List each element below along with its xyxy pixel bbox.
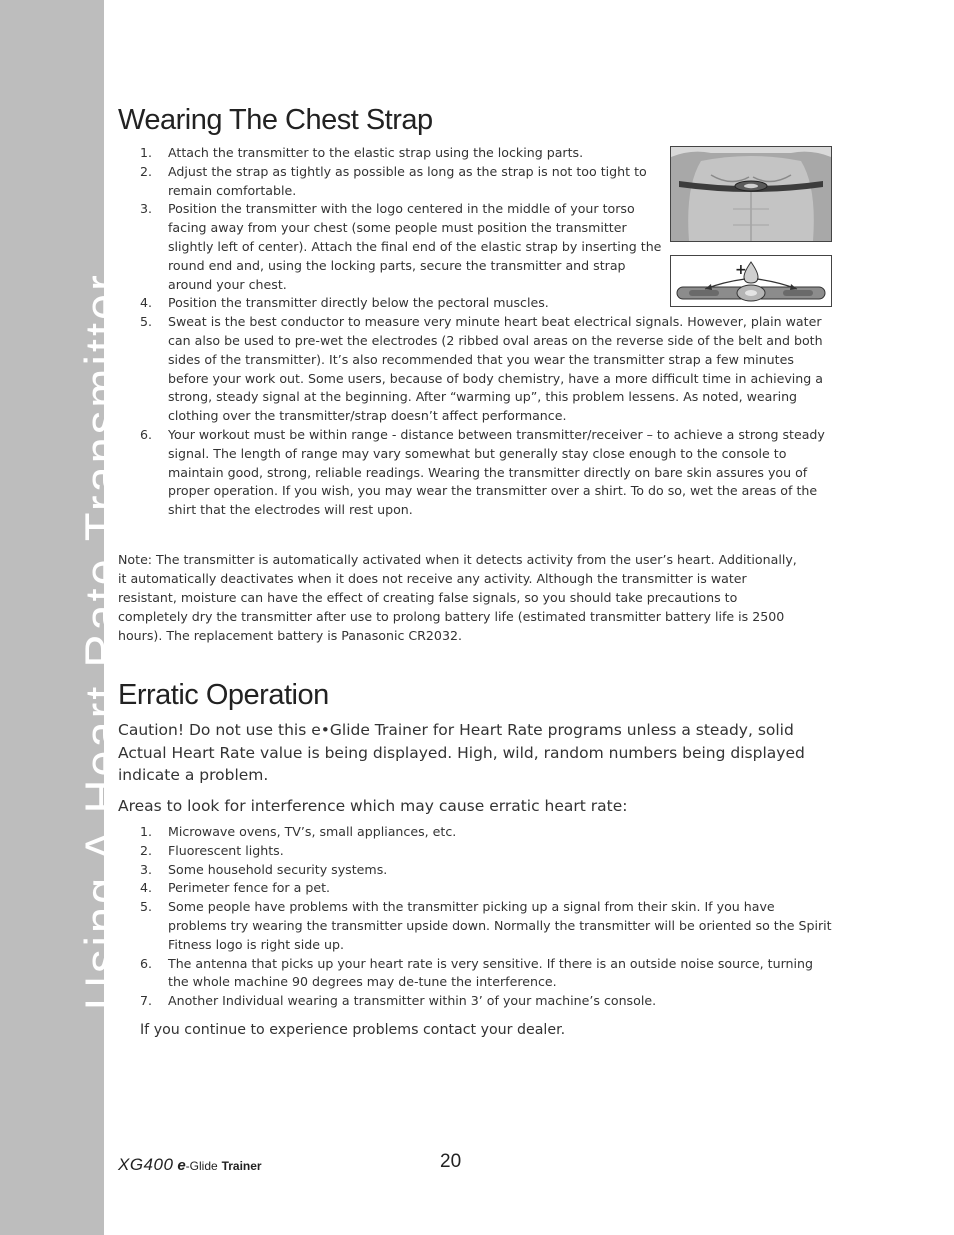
list-item — [118, 426, 834, 520]
item-number: 3. — [140, 201, 153, 217]
caution-paragraph: Caution! Do not use this e•Glide Trainer for Heart Rate programs unless a steady, solid Actual Heart Rate value is being displayed. High, wild, random numbers being displayed indicate a problem. — [118, 721, 805, 784]
torso-illustration — [671, 147, 831, 241]
areas-intro: Areas to look for interference which may cause erratic heart rate: — [118, 797, 628, 815]
item-number: 3. — [140, 861, 153, 877]
plus-symbol: + — [735, 262, 747, 278]
footer-product-name — [118, 1155, 262, 1175]
strap-electrodes-image — [670, 255, 832, 307]
item-number: 4. — [140, 295, 153, 311]
footer-brand-glide: -Glide — [185, 1159, 218, 1173]
chest-strap-torso-image — [670, 146, 832, 242]
list-item — [118, 163, 668, 201]
item-number: 6. — [140, 426, 153, 442]
item-number: 6. — [140, 955, 153, 971]
footer-brand-trainer: Trainer — [221, 1159, 262, 1173]
interference-list — [118, 823, 834, 1011]
item-text: Sweat is the best conductor to measure very minute heart beat electrical signals. However, plain water can also be used to pre-wet the electrodes (2 ribbed oval areas on the reverse side of the belt and both sides of the transmitter). It’s also recommended that you wear the transmitter strap a few minutes before your work out. Some users, because of body chemistry, have a more difficult time in achieving a strong, steady signal at the beginning. After “warming up”, this problem lessens. As noted, wearing clothing over the transmitter/strap doesn’t affect performance. — [168, 314, 823, 424]
section-title-wearing: Wearing The Chest Strap — [118, 104, 433, 136]
item-text: Perimeter fence for a pet. — [168, 880, 331, 896]
item-text: Attach the transmitter to the elastic strap using the locking parts. — [168, 145, 584, 160]
item-text: Position the transmitter with the logo centered in the middle of your torso facing away from your chest (some people must position the transmitter slightly left of center). Attach the final end of the elastic strap by inserting the round end and, using the locking parts, secure the transmitter and strap around your chest. — [168, 201, 662, 292]
item-text: Your workout must be within range - distance between transmitter/receiver – to achieve a strong steady signal. The length of range may vary somewhat but generally stay close enough to the console to maintain good, strong, reliable readings. Wearing the transmitter directly on bare skin assures you of proper operation. If you wish, you may wear the transmitter over a shirt. To do so, wet the areas of the shirt that the electrodes will rest upon. — [168, 426, 825, 518]
item-number: 1. — [140, 824, 153, 839]
list-item — [118, 992, 834, 1011]
item-text: The antenna that picks up your heart rate is very sensitive. If there is an outside noise source, turning the whole machine 90 degrees may de-tune the interference. — [168, 955, 814, 990]
item-number: 2. — [140, 842, 153, 858]
list-item — [118, 861, 834, 880]
item-text: Position the transmitter directly below the pectoral muscles. — [168, 295, 549, 311]
item-number: 2. — [140, 163, 153, 179]
item-number: 4. — [140, 880, 153, 896]
list-item — [118, 898, 834, 954]
note-paragraph: Note: The transmitter is automatically activated when it detects activity from the user’s heart. Additionally, it automatically deactivates when it does not receive any activity. Although the transmitter is water resistant, moisture can have the effect of creating false signals, so you should take precautions to completely dry the transmitter after use to prolong battery life (estimated transmitter battery life is 2500 hours). The replacement battery is Panasonic CR2032. — [118, 552, 797, 643]
section-title-erratic: Erratic Operation — [118, 679, 329, 711]
contact-dealer-text: If you continue to experience problems contact your dealer. — [140, 1022, 566, 1038]
strap-illustration — [671, 256, 831, 306]
list-item — [118, 823, 834, 842]
item-text: Some people have problems with the transmitter picking up a signal from their skin. If you have problems try wearing the transmitter upside down. Normally the transmitter will be oriented so the Spirit Fitness logo is right side up. — [168, 899, 832, 952]
list-item — [118, 955, 834, 993]
item-text: Microwave ovens, TV’s, small appliances, etc. — [168, 824, 457, 839]
item-number: 7. — [140, 993, 153, 1009]
item-number: 1. — [140, 145, 153, 160]
list-item — [118, 879, 834, 898]
item-text: Fluorescent lights. — [168, 842, 284, 858]
item-number: 5. — [140, 314, 153, 330]
list-item — [118, 200, 668, 294]
sidebar-title: Using A Heart Rate Transmitter — [75, 272, 128, 1010]
page-number: 20 — [440, 1151, 462, 1172]
item-text: Adjust the strap as tightly as possible as long as the strap is not too tight to remain comfortable. — [168, 163, 647, 198]
footer-model: XG400 — [118, 1155, 174, 1174]
item-text: Another Individual wearing a transmitter within 3’ of your machine’s console. — [168, 993, 657, 1009]
footer-brand-e: e — [177, 1157, 186, 1174]
sidebar — [0, 0, 128, 1235]
list-item — [118, 313, 834, 426]
list-item — [118, 842, 834, 861]
item-text: Some household security systems. — [168, 861, 388, 877]
item-number: 5. — [140, 899, 153, 915]
